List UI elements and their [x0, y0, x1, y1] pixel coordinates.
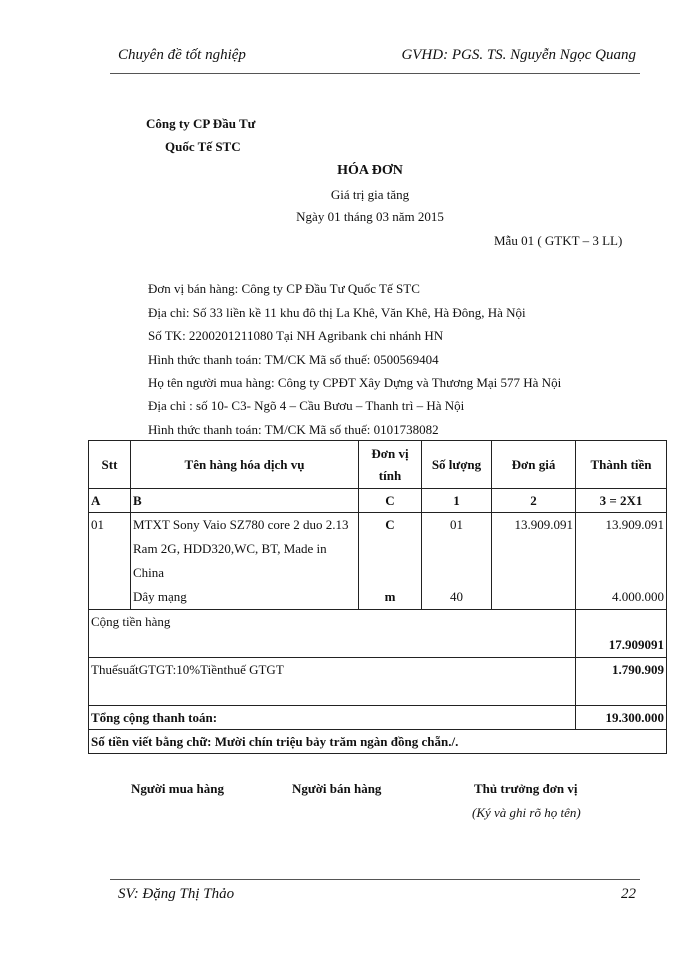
- code-stt: A: [89, 489, 131, 513]
- col-header-stt: Stt: [89, 441, 131, 489]
- item-totals: [576, 513, 667, 610]
- item-stt: [89, 513, 131, 610]
- item1-name-line3: China: [133, 565, 165, 580]
- grand-total-label: Tổng cộng thanh toán:: [89, 706, 576, 730]
- signature-head: Thủ trưởng đơn vị: [474, 781, 578, 796]
- col-header-name: Tên hàng hóa dịch vụ: [131, 441, 359, 489]
- seller-account: Số TK: 2200201211080 Tại NH Agribank chi nhánh HN: [148, 328, 444, 343]
- subtotal-label: Cộng tiền hàng: [89, 610, 576, 658]
- invoice-date: Ngày 01 tháng 03 năm 2015: [296, 209, 444, 224]
- item-prices: [492, 513, 576, 610]
- col-header-unit-line1: Đơn vị: [371, 445, 409, 461]
- item1-total: 13.909.091: [605, 517, 664, 532]
- footer-student: SV: Đặng Thị Thảo: [118, 886, 235, 902]
- item-qtys: [422, 513, 492, 610]
- header-left: Chuyên đề tốt nghiệp: [118, 47, 246, 63]
- signature-note: (Ký và ghi rõ họ tên): [472, 805, 581, 820]
- grand-total-row: [89, 706, 667, 730]
- item1-stt: 01: [91, 517, 104, 532]
- col-header-total: Thành tiền: [576, 441, 667, 489]
- item2-qty: 40: [450, 589, 463, 604]
- company-name-line2: Quốc Tế STC: [165, 139, 241, 154]
- item1-price: 13.909.091: [514, 517, 573, 532]
- table-header-row: [89, 441, 667, 489]
- signature-seller: Người bán hàng: [292, 781, 382, 796]
- col-header-unit-line2: tính: [378, 467, 402, 483]
- item2-name: Dây mạng: [133, 589, 187, 604]
- invoice-title: HÓA ĐƠN: [337, 163, 403, 178]
- grand-total-value: 19.300.000: [576, 706, 667, 730]
- code-unit: C: [359, 489, 422, 513]
- code-price: 2: [492, 489, 576, 513]
- amount-in-words: Số tiền viết bằng chữ: Mười chín triệu bảy trăm ngàn đồng chẵn./.: [89, 730, 667, 754]
- footer-divider: [110, 879, 640, 880]
- buyer-name: Họ tên người mua hàng: Công ty CPĐT Xây Dựng và Thương Mại 577 Hà Nội: [148, 375, 562, 390]
- table-code-row: [89, 489, 667, 513]
- item1-unit: C: [385, 517, 395, 532]
- company-name-line1: Công ty CP Đầu Tư: [146, 116, 256, 131]
- amount-in-words-row: [89, 730, 667, 754]
- header-right: GVHD: PGS. TS. Nguyễn Ngọc Quang: [401, 47, 636, 63]
- code-qty: 1: [422, 489, 492, 513]
- subtotal-row: [89, 610, 667, 658]
- item1-name-line1: MTXT Sony Vaio SZ780 core 2 duo 2.13: [133, 517, 349, 532]
- item2-unit: m: [384, 589, 396, 604]
- item1-name-line2: Ram 2G, HDD320,WC, BT, Made in: [133, 541, 327, 556]
- code-total: 3 = 2X1: [576, 489, 667, 513]
- seller-address: Địa chỉ: Số 33 liền kề 11 khu đô thị La Khê, Văn Khê, Hà Đông, Hà Nội: [148, 305, 526, 320]
- col-header-price: Đơn giá: [492, 441, 576, 489]
- item1-qty: 01: [450, 517, 463, 532]
- item-names: [131, 513, 359, 610]
- col-header-unit: [359, 441, 422, 489]
- invoice-form-number: Mẫu 01 ( GTKT – 3 LL): [494, 233, 623, 248]
- item2-total: 4.000.000: [612, 589, 664, 604]
- seller-payment-tax: Hình thức thanh toán: TM/CK Mã số thuế: 0500569404: [148, 352, 439, 367]
- header-divider: [110, 73, 640, 74]
- buyer-payment-tax: Hình thức thanh toán: TM/CK Mã số thuế: 0101738082: [148, 422, 439, 437]
- signature-buyer: Người mua hàng: [131, 781, 225, 796]
- item-units: [359, 513, 422, 610]
- col-header-qty: Số lượng: [422, 441, 492, 489]
- tax-label: ThuếsuấtGTGT:10%Tiềnthuế GTGT: [89, 658, 576, 706]
- table-row-item: [89, 513, 667, 610]
- tax-row: [89, 658, 667, 706]
- tax-value: 1.790.909: [576, 658, 667, 706]
- seller-name: Đơn vị bán hàng: Công ty CP Đầu Tư Quốc Tế STC: [148, 281, 420, 296]
- buyer-address: Địa chỉ : số 10- C3- Ngõ 4 – Cầu Bươu – Thanh trì – Hà Nội: [148, 398, 465, 413]
- invoice-table: [88, 440, 667, 754]
- page-number: 22: [621, 886, 636, 902]
- code-name: B: [131, 489, 359, 513]
- subtotal-value: 17.909091: [576, 610, 667, 658]
- invoice-subtitle: Giá trị gia tăng: [330, 187, 410, 202]
